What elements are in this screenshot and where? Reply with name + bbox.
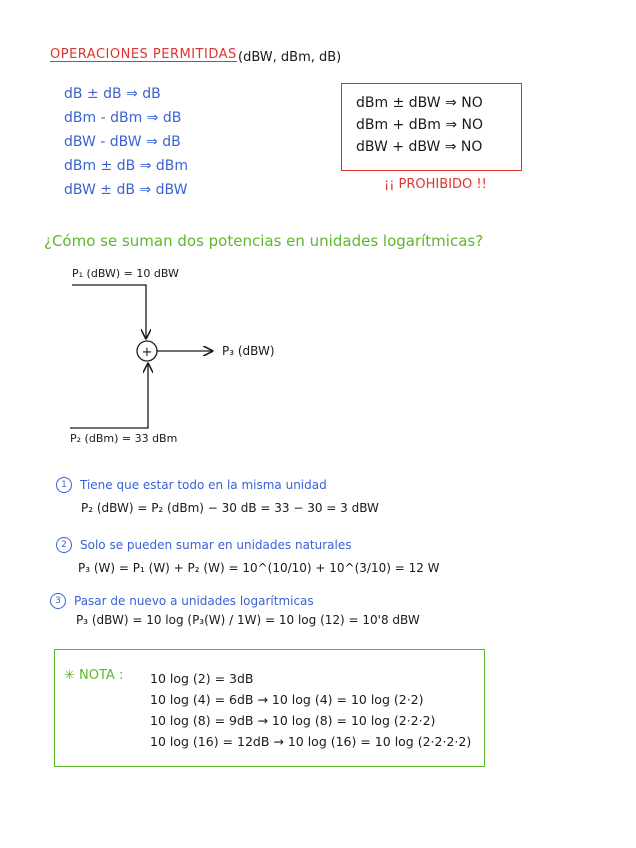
step-number: 3 — [50, 593, 66, 609]
step-1 — [56, 474, 327, 493]
nota-label: ✳ NOTA : — [64, 668, 124, 683]
p2-label: P₂ (dBm) = 33 dBm — [70, 432, 178, 445]
nota-line: 10 log (16) = 12dB → 10 log (16) = 10 log (2·2·2·2) — [150, 734, 472, 749]
nota-line: 10 log (8) = 9dB → 10 log (8) = 10 log (2·2·2) — [150, 713, 436, 728]
sum-symbol: + — [141, 345, 153, 360]
nota-line: 10 log (4) = 6dB → 10 log (4) = 10 log (2·2) — [150, 692, 424, 707]
p1-line — [72, 285, 146, 338]
step-title: Tiene que estar todo en la misma unidad — [80, 478, 327, 492]
step-1-equation: P₂ (dBW) = P₂ (dBm) − 30 dB = 33 − 30 = 3 dBW — [81, 501, 379, 515]
allowed-op: dBW - dBW ⇒ dB — [64, 134, 181, 150]
step-number: 1 — [56, 477, 72, 493]
allowed-op: dBm ± dB ⇒ dBm — [64, 158, 189, 174]
step-3 — [50, 590, 314, 609]
step-title: Solo se pueden sumar en unidades naturales — [80, 538, 352, 552]
forbidden-op: dBm ± dBW ⇒ NO — [356, 95, 483, 111]
nota-lines — [150, 668, 471, 752]
forbidden-label: ¡¡ PROHIBIDO !! — [384, 177, 487, 192]
step-title: Pasar de nuevo a unidades logarítmicas — [74, 594, 314, 608]
units-note: (dBW, dBm, dB) — [238, 50, 342, 65]
allowed-op: dB ± dB ⇒ dB — [64, 86, 161, 102]
nota-line: 10 log (2) = 3dB — [150, 671, 254, 686]
step-3-equation: P₃ (dBW) = 10 log (P₃(W) / 1W) = 10 log (12) = 10'8 dBW — [76, 613, 420, 627]
allowed-op: dBm - dBm ⇒ dB — [64, 110, 182, 126]
allowed-op: dBW ± dB ⇒ dBW — [64, 182, 188, 198]
question-heading: ¿Cómo se suman dos potencias en unidades logarítmicas? — [44, 232, 484, 250]
section-title-permitted: OPERACIONES PERMITIDAS — [50, 47, 237, 62]
p3-label: P₃ (dBW) — [222, 344, 275, 358]
step-number: 2 — [56, 537, 72, 553]
step-2 — [56, 534, 351, 553]
p2-line — [70, 364, 148, 428]
forbidden-op: dBW + dBW ⇒ NO — [356, 139, 483, 155]
forbidden-op: dBm + dBm ⇒ NO — [356, 117, 484, 133]
p1-label: P₁ (dBW) = 10 dBW — [72, 267, 179, 280]
step-2-equation: P₃ (W) = P₁ (W) + P₂ (W) = 10^(10/10) + 10^(3/10) = 12 W — [78, 561, 440, 575]
